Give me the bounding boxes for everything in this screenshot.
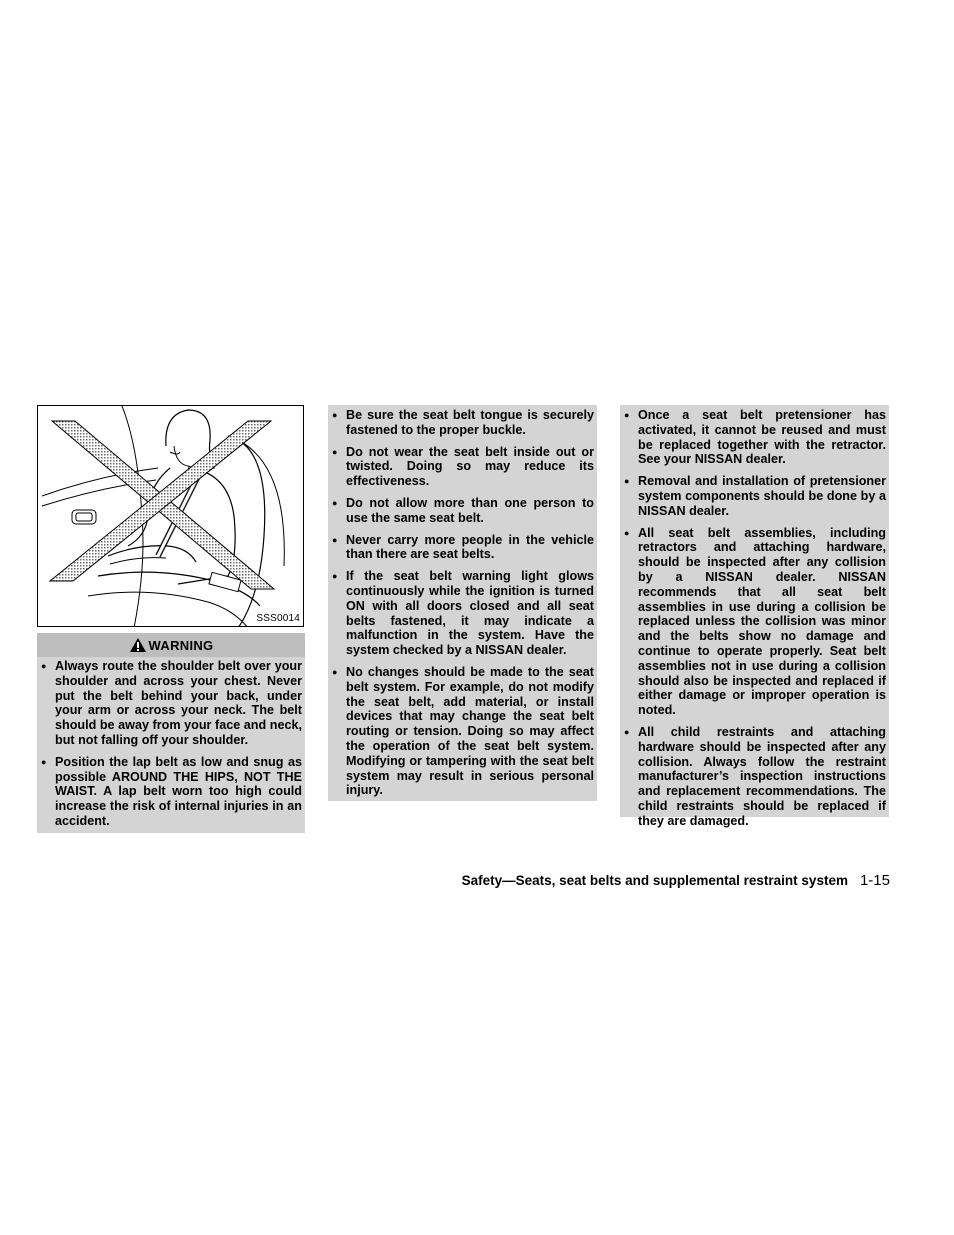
warning-column-2 bbox=[328, 405, 597, 801]
section-title: Safety—Seats, seat belts and supplemental restraint system bbox=[461, 873, 848, 888]
seat-belt-figure bbox=[37, 405, 304, 627]
warning-item: ● All child restraints and attaching hardware should be inspected after any collision. Always follow the restraint manufacturer’s inspection instructions and replacement recommendations. The child restraints should be replaced if they are damaged. bbox=[620, 725, 886, 829]
warning-item: ● Do not allow more than one person to use the same seat belt. bbox=[328, 496, 594, 526]
warning-item: ● Be sure the seat belt tongue is securely fastened to the proper buckle. bbox=[328, 408, 594, 438]
warning-list bbox=[620, 405, 889, 829]
warning-item: ● If the seat belt warning light glows continuously while the ignition is turned ON with all doors closed and all seat belts fastened, it may indicate a malfunction in the system. Have the system checked by a NISSAN dealer. bbox=[328, 569, 594, 658]
warning-item: ● Position the lap belt as low and snug as possible AROUND THE HIPS, NOT THE WAIST. A lap belt worn too high could increase the risk of internal injuries in an accident. bbox=[37, 755, 302, 829]
warning-item: ● No changes should be made to the seat belt system. For example, do not modify the seat belt, add material, or install devices that may change the seat belt routing or tension. Doing so may affect the operation of the seat belt system. Modifying or tampering with the seat belt system may result in serious personal injury. bbox=[328, 665, 594, 798]
warning-box bbox=[37, 633, 305, 833]
figure-code: SSS0014 bbox=[256, 613, 300, 624]
warning-header bbox=[37, 633, 305, 657]
page-number: 1-15 bbox=[859, 872, 890, 889]
warning-title: WARNING bbox=[148, 637, 214, 653]
warning-triangle-icon bbox=[129, 637, 147, 653]
warning-list bbox=[328, 405, 597, 798]
page-footer bbox=[462, 872, 890, 889]
warning-item: ● Never carry more people in the vehicle than there are seat belts. bbox=[328, 533, 594, 563]
warning-item: ● Once a seat belt pretensioner has activated, it cannot be reused and must be replaced together with the retractor. See your NISSAN dealer. bbox=[620, 408, 886, 467]
warning-column-3 bbox=[620, 405, 889, 828]
warning-item: ● Always route the shoulder belt over your shoulder and across your chest. Never put the belt behind your back, under your arm or across your neck. The belt should be away from your face and neck, but not falling off your shoulder. bbox=[37, 659, 302, 748]
warning-item: ● Removal and installation of pretensioner system components should be done by a NISSAN dealer. bbox=[620, 474, 886, 518]
warning-item: ● Do not wear the seat belt inside out or twisted. Doing so may reduce its effectiveness. bbox=[328, 445, 594, 489]
warning-item: ● All seat belt assemblies, including retractors and attaching hardware, should be inspected after any collision by a NISSAN dealer. NISSAN recommends that all seat belt assemblies in use during a collision be replaced unless the collision was minor and the belts show no damage and continue to operate properly. Seat belt assemblies not in use during a collision should also be inspected and replaced if either damage or improper operation is noted. bbox=[620, 526, 886, 718]
seated-woman-illustration bbox=[38, 406, 304, 627]
warning-list bbox=[37, 657, 305, 829]
